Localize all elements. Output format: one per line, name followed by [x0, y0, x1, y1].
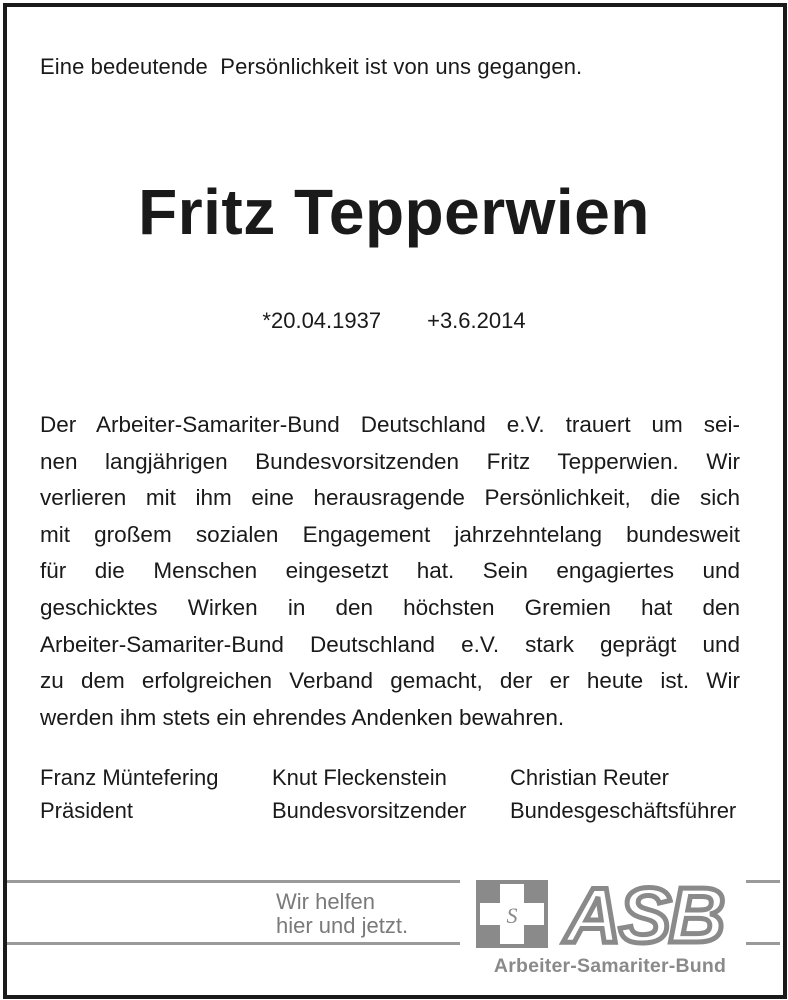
text-line: zu dem erfolgreichen Verband gemacht, der er heute ist. Wir: [40, 668, 740, 694]
text-line: geschicktes Wirken in den höchsten Gremien hat den: [40, 594, 740, 620]
slogan: [276, 890, 408, 938]
signatory-role: Bundesgeschäftsführer: [510, 798, 737, 823]
life-dates: [0, 308, 788, 334]
text-line: verlieren mit ihm eine herausragende Persönlichkeit, die sich: [40, 485, 740, 511]
signatory-role: Präsident: [40, 798, 133, 823]
text-line: werden ihm stets ein ehrendes Andenken bewahren.: [40, 704, 565, 730]
signatory-name: Franz Müntefering: [40, 765, 219, 790]
text-line: mit großem sozialen Engagement jahrzehntelang bundesweit: [40, 521, 740, 547]
deceased-name: Fritz Tepperwien: [138, 176, 650, 248]
slogan-line: hier und jetzt.: [276, 913, 409, 938]
text-line: nen langjährigen Bundesvorsitzenden Fritz Tepperwien. Wir: [40, 448, 740, 474]
signatory-name: Knut Fleckenstein: [272, 765, 447, 790]
condolence-text: [40, 407, 740, 736]
org-name: Arbeiter-Samariter-Bund: [493, 955, 727, 977]
footer-stripe-right: [746, 880, 780, 945]
cross-letter: S: [506, 903, 518, 928]
slogan-line: Wir helfen: [276, 889, 376, 914]
asb-logo: [474, 878, 746, 950]
signatory-role: Bundesvorsitzender: [272, 798, 467, 823]
signatory-name: Christian Reuter: [510, 765, 669, 790]
text-line: Der Arbeiter-Samariter-Bund Deutschland e.V. trauert um sei-: [40, 412, 740, 437]
text-line: für die Menschen eingesetzt hat. Sein engagiertes und: [40, 558, 740, 584]
signatory-2: [272, 761, 466, 827]
text-line: Arbeiter-Samariter-Bund Deutschland e.V. stark geprägt und: [40, 631, 740, 657]
intro-line: Eine bedeutende Persönlichkeit ist von uns gegangen.: [40, 54, 583, 79]
signatory-3: [510, 761, 736, 827]
logo-text: ASB: [564, 878, 724, 950]
birth-date: *20.04.1937: [262, 308, 382, 333]
death-date: +3.6.2014: [427, 308, 526, 333]
cross-icon: [476, 880, 548, 948]
signatory-1: [40, 761, 219, 827]
